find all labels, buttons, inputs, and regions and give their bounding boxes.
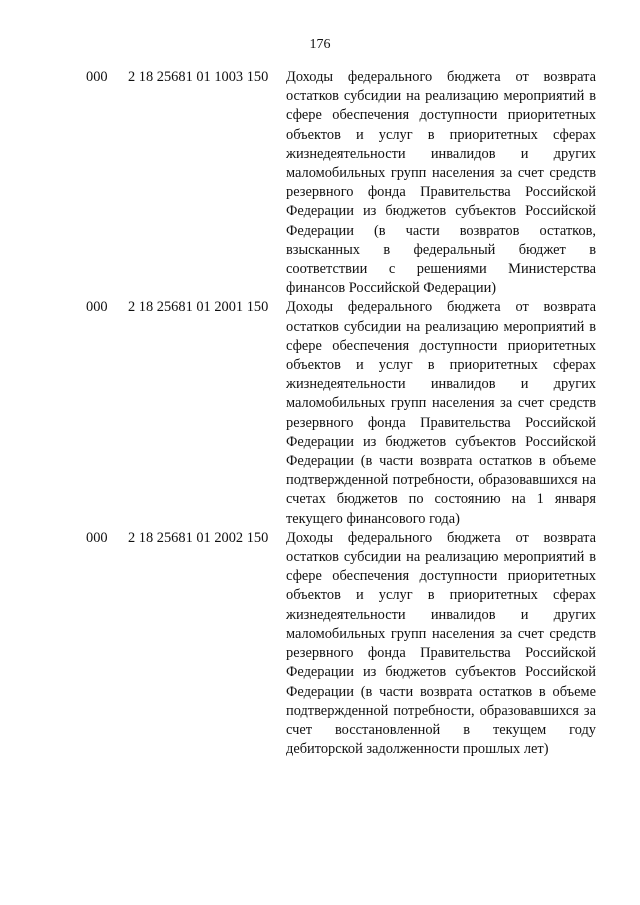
- kbk-code: 2 18 25681 01 2001 150: [128, 299, 269, 316]
- income-description: Доходы федерального бюджета от возврата остатков субсидии на реализацию мероприятий в сфере обеспечения доступности приоритетных объектов и услуг в приоритетных сферах жизнедеятельности инвалидов и других маломобильных групп населения за счет средств резервного фонда Правительства Российской Федерации из бюджетов субъектов Российской Федерации (в части возврата остатков в объеме подтвержденной потребности, образовавшихся на счетах бюджетов по состоянию на 1 января текущего финансового года): [286, 299, 596, 527]
- kbk-row: [0, 529, 640, 759]
- income-description: Доходы федерального бюджета от возврата остатков субсидии на реализацию мероприятий в сфере обеспечения доступности приоритетных объектов и услуг в приоритетных сферах жизнедеятельности инвалидов и других маломобильных групп населения за счет средств резервного фонда Правительства Российской Федерации из бюджетов субъектов Российской Федерации (в части возврата остатков в объеме подтвержденной потребности, образовавшихся за счет восстановленной в текущем году дебиторской задолженности прошлых лет): [286, 529, 596, 758]
- kbk-list: [0, 68, 640, 759]
- kbk-row: [0, 298, 640, 528]
- admin-code: 000: [86, 69, 108, 85]
- kbk-code: 2 18 25681 01 2002 150: [128, 529, 269, 546]
- income-description: Доходы федерального бюджета от возврата остатков субсидии на реализацию мероприятий в сфере обеспечения доступности приоритетных объектов и услуг в приоритетных сферах жизнедеятельности инвалидов и других маломобильных групп населения за счет средств резервного фонда Правительства Российской Федерации из бюджетов субъектов Российской Федерации (в части возвратов остатков, взысканных в федеральный бюджет в соответствии с решениями Министерства финансов Российской Федерации): [286, 69, 596, 297]
- kbk-row: [0, 68, 640, 298]
- admin-code: 000: [86, 299, 108, 316]
- page-number: 176: [309, 37, 331, 52]
- admin-code: 000: [86, 529, 108, 546]
- kbk-code: 2 18 25681 01 1003 150: [128, 69, 269, 85]
